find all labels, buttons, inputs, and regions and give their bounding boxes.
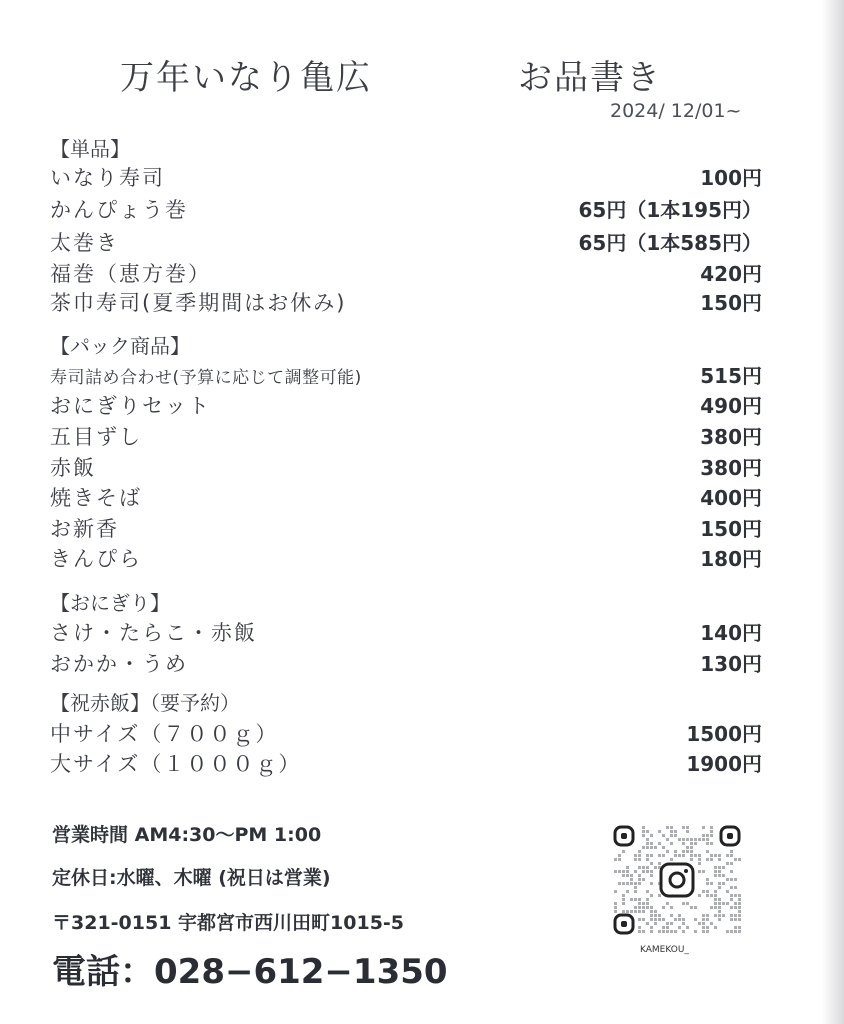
paper-edge-shadow — [822, 0, 844, 1024]
qr-label: KAMEKOU_ — [640, 945, 689, 955]
item-price: 150円 — [700, 291, 762, 315]
list-item — [50, 162, 762, 192]
qr-code[interactable] — [612, 824, 742, 936]
item-name: きんぴら — [50, 547, 142, 571]
section-title-onigiri: 【おにぎり】 — [50, 591, 170, 615]
item-name: 福巻（恵方巻） — [50, 262, 211, 286]
list-item — [50, 718, 762, 748]
item-price: 515円 — [700, 364, 762, 388]
menu-title: お品書き — [518, 58, 662, 98]
list-item — [50, 513, 762, 543]
list-item — [50, 287, 762, 317]
phone-number: 電話：028−612−1350 — [52, 952, 448, 992]
item-price: 100円 — [700, 166, 762, 190]
item-price: 490円 — [700, 394, 762, 418]
list-item — [50, 390, 762, 420]
item-price: 65円（1本195円） — [578, 198, 762, 222]
list-item — [50, 482, 762, 512]
item-name: 五目ずし — [50, 425, 142, 449]
item-price: 380円 — [700, 456, 762, 480]
item-price: 130円 — [700, 652, 762, 676]
item-name: 寿司詰め合わせ(予算に応じて調整可能) — [50, 368, 362, 388]
item-name: おにぎりセット — [50, 394, 211, 418]
item-name: 中サイズ（７００ｇ） — [50, 722, 279, 746]
item-price: 65円（1本585円） — [578, 231, 762, 255]
item-name: かんぴょう巻 — [50, 198, 188, 222]
section-title-celebration: 【祝赤飯】（要予約） — [50, 691, 240, 715]
closed-days: 定休日:水曜、木曜 (祝日は営業) — [52, 867, 331, 889]
item-name: 太巻き — [50, 231, 119, 255]
business-hours: 営業時間 AM4:30〜PM 1:00 — [52, 824, 322, 846]
list-item — [50, 617, 762, 647]
item-price: 380円 — [700, 425, 762, 449]
list-item — [50, 360, 762, 389]
item-name: さけ・たらこ・赤飯 — [50, 621, 257, 645]
instagram-icon — [661, 864, 693, 896]
list-item — [50, 748, 762, 778]
item-name: 赤飯 — [50, 456, 96, 480]
list-item — [50, 194, 762, 224]
item-name: 大サイズ（１０００ｇ） — [50, 752, 302, 776]
address: 〒321-0151 宇都宮市西川田町1015-5 — [52, 912, 405, 934]
section-title-single: 【単品】 — [50, 137, 130, 161]
item-name: お新香 — [50, 517, 119, 541]
section-title-pack: 【パック商品】 — [50, 334, 190, 358]
item-price: 400円 — [700, 486, 762, 510]
item-price: 140円 — [700, 621, 762, 645]
item-name: 焼きそば — [50, 486, 142, 510]
item-price: 420円 — [700, 262, 762, 286]
item-price: 180円 — [700, 547, 762, 571]
item-price: 1500円 — [686, 722, 762, 746]
list-item — [50, 258, 762, 288]
item-name: 茶巾寿司(夏季期間はお休み) — [50, 291, 347, 315]
item-name: おかか・うめ — [50, 652, 188, 676]
list-item — [50, 227, 762, 257]
list-item — [50, 543, 762, 573]
list-item — [50, 452, 762, 482]
effective-date: 2024/ 12/01~ — [610, 100, 742, 122]
item-price: 150円 — [700, 517, 762, 541]
shop-name: 万年いなり亀広 — [120, 58, 372, 98]
list-item — [50, 421, 762, 451]
item-price: 1900円 — [686, 752, 762, 776]
item-name: いなり寿司 — [50, 166, 165, 190]
list-item — [50, 648, 762, 678]
